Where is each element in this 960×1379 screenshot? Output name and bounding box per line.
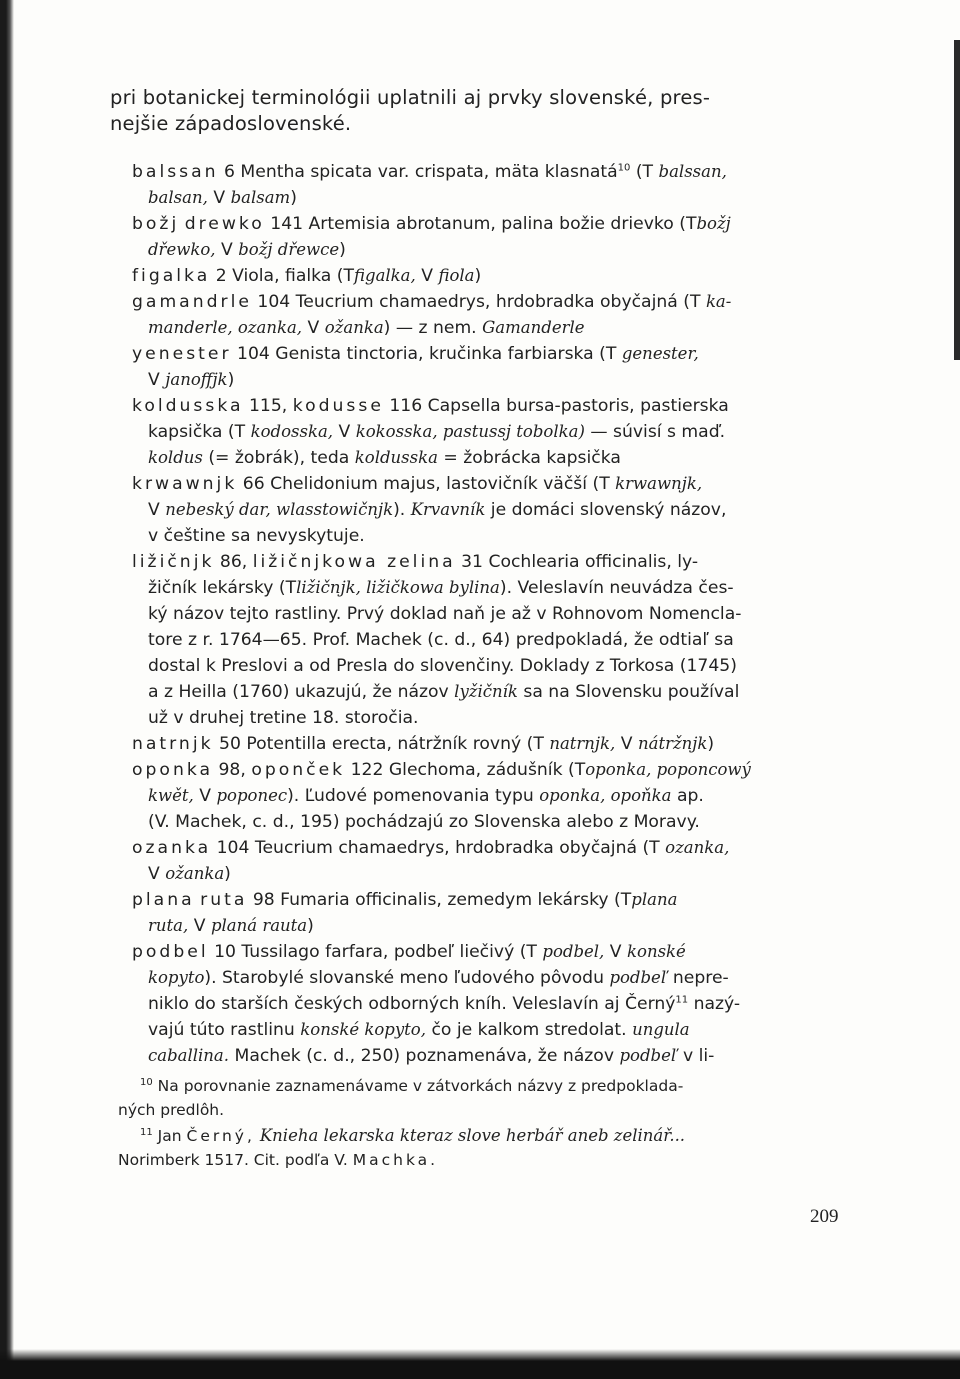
headword: ližičnjk bbox=[132, 552, 215, 572]
entry-lizicnjk-cont-5: a z Heilla (1760) ukazujú, že názov lyžičník sa na Slovensku používal bbox=[148, 682, 740, 702]
footnote-number: 10 bbox=[140, 1076, 153, 1088]
entry-lizicnjk-cont-6: už v druhej tretine 18. storočia. bbox=[148, 708, 419, 728]
entry-ozanka-cont: V ožanka) bbox=[148, 864, 231, 884]
headword: podbel bbox=[132, 942, 209, 962]
entry-podbel: podbel 10 Tussilago farfara, podbeľ liečivý (T podbel, V konské bbox=[132, 942, 686, 962]
entry-plana-ruta-cont: ruta, V planá rauta) bbox=[148, 916, 314, 936]
entry-oponka-cont-1: kwět, V poponec). Ľudové pomenovania typu oponka, opoňka ap. bbox=[148, 786, 704, 806]
headword: figalka bbox=[132, 266, 211, 286]
headword: natrnjk bbox=[132, 734, 214, 754]
entry-bozj-drewko-cont: dřewko, V božj dřewce) bbox=[148, 240, 346, 260]
entry-yenester-cont: V janoffjk) bbox=[148, 370, 235, 390]
entry-figalka: figalka 2 Viola, fialka (Tfigalka, V fiola) bbox=[132, 266, 482, 286]
entry-gamandrle-cont: manderle, ozanka, V ožanka) — z nem. Gamanderle bbox=[148, 318, 585, 338]
entry-plana-ruta: plana ruta 98 Fumaria officinalis, zemedym lekársky (Tplana bbox=[132, 890, 678, 910]
footnote-ref-10: 10 bbox=[617, 162, 631, 174]
headword: ližičnjkowa zelina bbox=[252, 552, 456, 572]
entry-lizicnjk-cont-1: žičník lekársky (Tližičnjk, ližičkowa bylina). Veleslavín neuvádza čes- bbox=[148, 578, 734, 598]
entry-koldusska-cont-1: kapsička (T kodosska, V kokosska, pastussj tobolka) — súvisí s maď. bbox=[148, 422, 726, 442]
entry-ozanka: ozanka 104 Teucrium chamaedrys, hrdobradka obyčajná (T ozanka, bbox=[132, 838, 730, 858]
headword: krwawnjk bbox=[132, 474, 238, 494]
entry-krwawnjk: krwawnjk 66 Chelidonium majus, lastovičník väčší (T krwawnjk, bbox=[132, 474, 703, 494]
entry-podbel-cont-4: caballina. Machek (c. d., 250) poznamenáva, že názov podbeľ v li- bbox=[148, 1046, 715, 1066]
left-scan-edge bbox=[0, 0, 14, 1379]
entry-koldusska-cont-2: koldus (= žobrák), teda koldusska = žobrácka kapsička bbox=[148, 448, 621, 468]
headword: plana bbox=[132, 890, 195, 910]
footnote-10: $^{10}$ Na porovnanie zaznamenávame v zátvorkách názvy z predpoklada- bbox=[140, 1076, 684, 1095]
entry-natrnjk: natrnjk 50 Potentilla erecta, nátržník rovný (T natrnjk, V nátržnjk) bbox=[132, 734, 715, 754]
headword: ruta bbox=[200, 890, 248, 910]
headword: yenester bbox=[132, 344, 232, 364]
headword: ozanka bbox=[132, 838, 212, 858]
entry-podbel-cont-1: kopyto). Starobylé slovanské meno ľudového pôvodu podbeľ nepre- bbox=[148, 968, 729, 988]
entry-krwawnjk-cont-1: V nebeský dar, wlasstowičnjk). Krvavník je domáci slovenský názov, bbox=[148, 500, 727, 520]
entry-yenester: yenester 104 Genista tinctoria, kručinka farbiarska (T genester, bbox=[132, 344, 699, 364]
entry-balssan-cont: balsan, V balsam) bbox=[148, 188, 297, 208]
intro-line-2: nejšie západoslovenské. bbox=[110, 112, 352, 135]
entry-lizicnjk: ližičnjk 86, ližičnjkowa zelina 31 Cochlearia officinalis, ly- bbox=[132, 552, 699, 572]
entry-balssan: balssan 6 Mentha spicata var. crispata, mäta klasnatá$^{10}$ (T balssan, bbox=[132, 162, 727, 182]
page-number: 209 bbox=[810, 1206, 839, 1227]
entry-lizicnjk-cont-3: tore z r. 1764—65. Prof. Machek (c. d., 64) predpokladá, že odtiaľ sa bbox=[148, 630, 734, 650]
intro-line-1: pri botanickej terminológii uplatnili aj prvky slovenské, pres- bbox=[110, 86, 711, 109]
headword: oponka bbox=[132, 760, 214, 780]
entry-lizicnjk-cont-2: ký názov tejto rastliny. Prvý doklad naň je až v Rohnovom Nomencla- bbox=[148, 604, 742, 624]
headword: balssan bbox=[132, 162, 219, 182]
footnote-11-cont: Norimberk 1517. Cit. podľa V. Machka. bbox=[118, 1151, 439, 1169]
entry-koldusska: koldusska 115, kodusse 116 Capsella bursa-pastoris, pastierska bbox=[132, 396, 729, 416]
footnote-ref-11: 11 bbox=[675, 994, 689, 1006]
entry-podbel-cont-3: vajú túto rastlinu konské kopyto, čo je kalkom stredolat. ungula bbox=[148, 1020, 690, 1040]
headword: gamandrle bbox=[132, 292, 252, 312]
footnote-10-cont: ných predlôh. bbox=[118, 1101, 225, 1119]
entry-oponka: oponka 98, oponček 122 Glechoma, zádušník (Toponka, poponcowý bbox=[132, 760, 751, 780]
entry-podbel-cont-2: niklo do starších českých odborných kníh. Veleslavín aj Černý$^{11}$ nazý- bbox=[148, 994, 741, 1014]
headword: drewko bbox=[184, 214, 265, 234]
headword: božj bbox=[132, 214, 180, 234]
entry-krwawnjk-cont-2: v češtine sa nevyskytuje. bbox=[148, 526, 365, 546]
headword: kodusse bbox=[292, 396, 384, 416]
bottom-scan-edge bbox=[0, 1349, 960, 1379]
footnote-number: 11 bbox=[140, 1126, 153, 1138]
entry-lizicnjk-cont-4: dostal k Preslovi a od Presla do slovenčiny. Doklady z Torkosa (1745) bbox=[148, 656, 737, 676]
entry-oponka-cont-2: (V. Machek, c. d., 195) pochádzajú zo Slovenska alebo z Moravy. bbox=[148, 812, 700, 832]
entry-bozj-drewko: božj drewko 141 Artemisia abrotanum, palina božie drievko (Tbožj bbox=[132, 214, 731, 234]
headword: oponček bbox=[251, 760, 346, 780]
footnote-11: $^{11}$ Jan Černý, Knieha lekarska kteraz slove herbář aneb zelinář... bbox=[140, 1126, 686, 1145]
right-scan-edge bbox=[954, 40, 960, 360]
entry-gamandrle: gamandrle 104 Teucrium chamaedrys, hrdobradka obyčajná (T ka- bbox=[132, 292, 732, 312]
headword: koldusska bbox=[132, 396, 244, 416]
